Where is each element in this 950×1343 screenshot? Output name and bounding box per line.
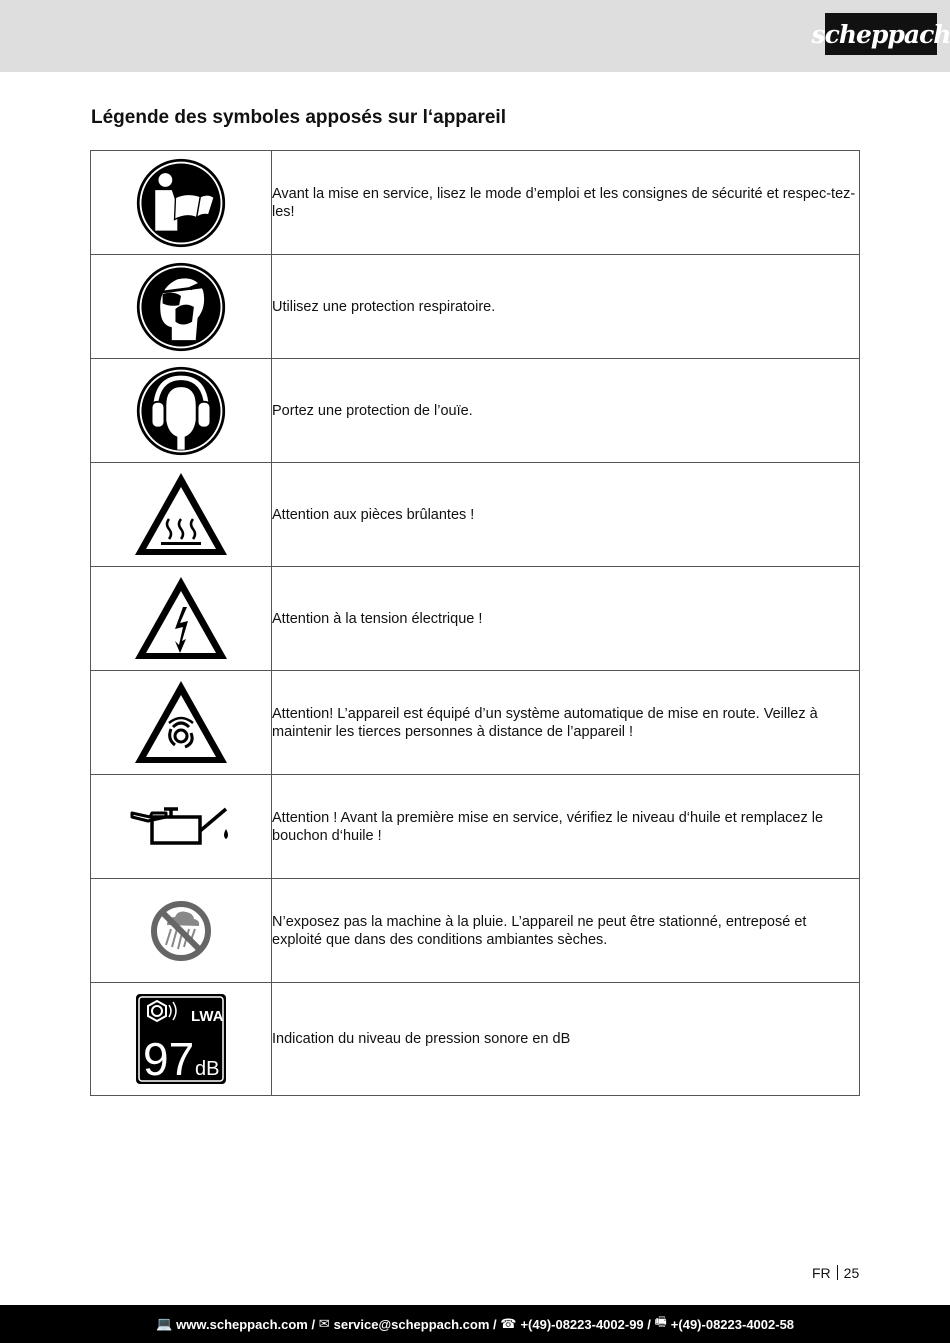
brand-logo	[811, 13, 950, 55]
footer-separator: /	[489, 1316, 501, 1332]
legend-text: Attention aux pièces brûlantes !	[272, 463, 860, 567]
footer-separator: /	[643, 1316, 655, 1332]
footer-fax: +(49)-08223-4002-58	[670, 1316, 795, 1332]
table-row	[91, 151, 860, 255]
electric-voltage-warning-icon	[131, 573, 231, 665]
sound-label: LWA	[191, 1008, 224, 1025]
table-row	[91, 463, 860, 567]
sound-value: 97	[143, 1033, 195, 1085]
sound-unit: dB	[195, 1058, 220, 1080]
icon-cell	[91, 567, 272, 671]
table-row	[91, 775, 860, 879]
page-lang: FR	[812, 1265, 831, 1281]
oil-can-icon	[130, 805, 232, 849]
icon-cell	[91, 879, 272, 983]
legend-text: Attention à la tension électrique !	[272, 567, 860, 671]
legend-text: Avant la mise en service, lisez le mode d’emploi et les consignes de sécurité et respec-tez-les!	[272, 151, 860, 255]
respiratory-protection-icon	[135, 261, 227, 353]
footer-phone: +(49)-08223-4002-99	[520, 1316, 644, 1332]
icon-cell	[91, 983, 272, 1096]
symbol-legend-table	[90, 150, 860, 1096]
legend-text: Attention! L’appareil est équipé d’un système automatique de mise en route. Veillez à maintenir les tierces personnes à distance de l’appareil !	[272, 671, 860, 775]
legend-text: Attention ! Avant la première mise en service, vérifiez le niveau d‘huile et remplacez le bouchon d‘huile !	[272, 775, 860, 879]
icon-cell	[91, 463, 272, 567]
header-bar	[0, 0, 950, 72]
footer-separator: /	[307, 1316, 319, 1332]
no-rain-icon	[149, 899, 213, 963]
table-row	[91, 671, 860, 775]
mail-icon: ✉	[318, 1316, 330, 1331]
table-row	[91, 879, 860, 983]
table-row	[91, 567, 860, 671]
legend-text: Utilisez une protection respiratoire.	[272, 255, 860, 359]
table-row	[91, 983, 860, 1096]
footer-web-link[interactable]: www.scheppach.com	[176, 1316, 308, 1332]
page-number	[812, 1265, 859, 1281]
footer-email-link[interactable]: service@scheppach.com	[333, 1316, 490, 1332]
phone-icon: ☎	[500, 1316, 517, 1331]
icon-cell	[91, 151, 272, 255]
hot-surface-warning-icon	[131, 469, 231, 561]
automatic-start-warning-icon	[131, 677, 231, 769]
legend-text: Indication du niveau de pression sonore en dB	[272, 983, 860, 1096]
table-row	[91, 359, 860, 463]
sound-power-level-icon	[135, 993, 227, 1085]
legend-text: N’exposez pas la machine à la pluie. L’appareil ne peut être stationné, entreposé et exploité que dans des conditions ambiantes sèches.	[272, 879, 860, 983]
read-manual-icon	[135, 157, 227, 249]
fax-icon: 🖷	[654, 1314, 667, 1329]
hearing-protection-icon	[135, 365, 227, 457]
table-row	[91, 255, 860, 359]
icon-cell	[91, 775, 272, 879]
footer-bar	[0, 1305, 950, 1343]
brand-name: scheppach	[811, 19, 950, 49]
page-number-value: 25	[843, 1265, 860, 1281]
laptop-icon: 💻	[155, 1316, 173, 1331]
icon-cell	[91, 255, 272, 359]
icon-cell	[91, 359, 272, 463]
icon-cell	[91, 671, 272, 775]
page-separator	[837, 1265, 838, 1280]
legend-text: Portez une protection de l’ouïe.	[272, 359, 860, 463]
page-title: Légende des symboles apposés sur l‘appareil	[91, 107, 506, 128]
